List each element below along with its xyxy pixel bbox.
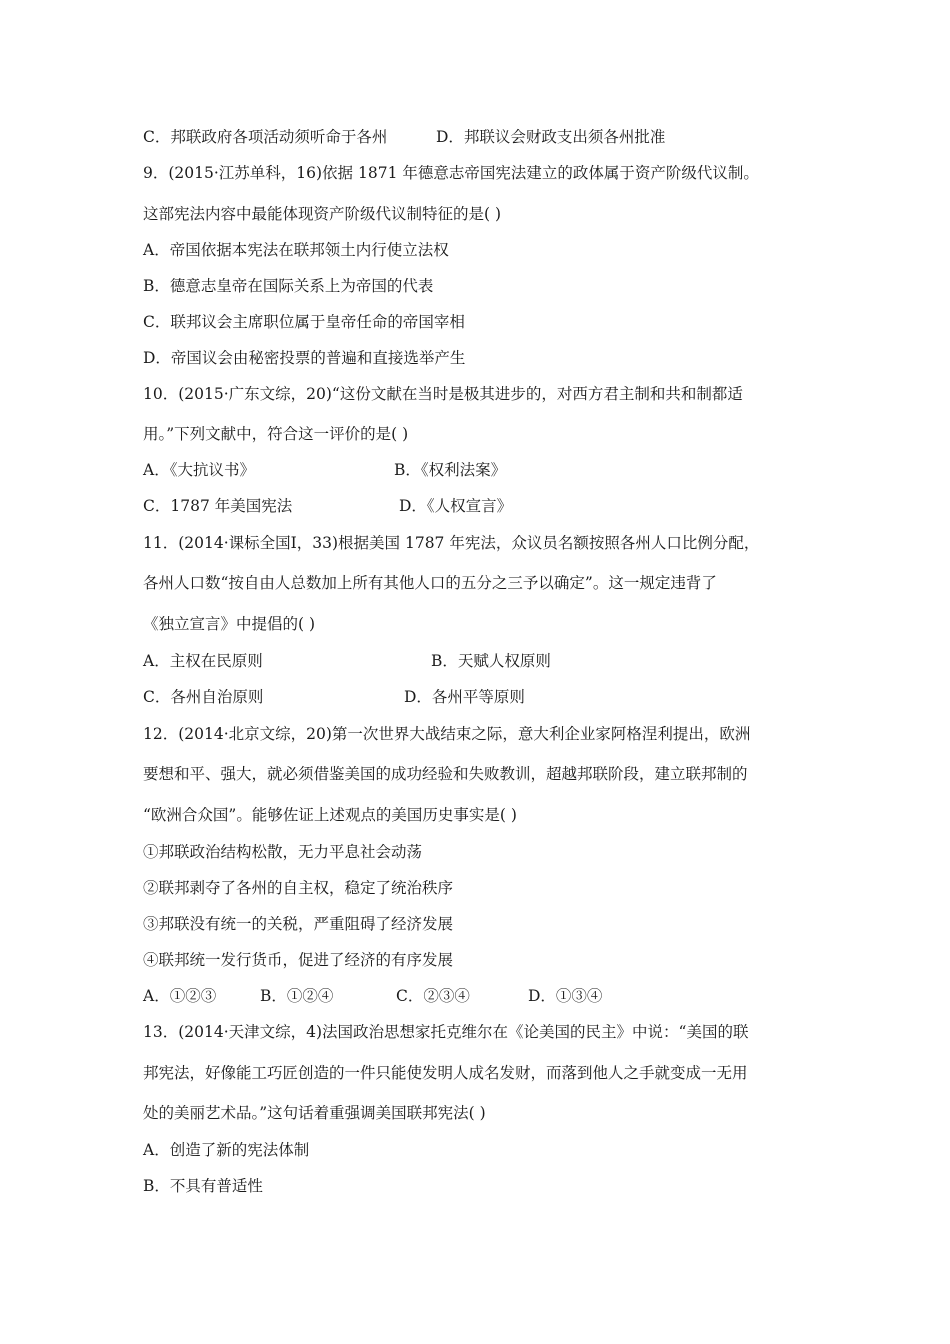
q8-option-d: D．邦联议会财政支出须各州批准 xyxy=(436,128,666,146)
q11-stem-line2: 各州人口数“按自由人总数加上所有其他人口的五分之三予以确定”。这一规定违背了 xyxy=(143,574,717,592)
q9-stem-line2: 这部宪法内容中最能体现资产阶级代议制特征的是( ) xyxy=(143,205,502,223)
q12-stem-line3: “欧洲合众国”。能够佐证上述观点的美国历史事实是( ) xyxy=(143,806,517,824)
q13-option-a: A．创造了新的宪法体制 xyxy=(143,1141,310,1159)
q9-option-a: A．帝国依据本宪法在联邦领土内行使立法权 xyxy=(143,241,449,259)
q12-item-4: ④联邦统一发行货币，促进了经济的有序发展 xyxy=(143,951,454,969)
q12-item-2: ②联邦剥夺了各州的自主权，稳定了统治秩序 xyxy=(143,879,454,897)
q11-option-b: B．天赋人权原则 xyxy=(431,652,551,670)
q13-option-b: B．不具有普适性 xyxy=(143,1177,263,1195)
q12-option-d: D．①③④ xyxy=(528,987,603,1005)
q12-stem-line1: 12．(2014·北京文综，20)第一次世界大战结束之际，意大利企业家阿格涅利提出，欧洲 xyxy=(143,725,751,743)
q10-option-d: D．《人权宣言》 xyxy=(399,497,513,515)
q12-option-b: B．①②④ xyxy=(260,987,334,1005)
q9-stem-line1: 9．(2015·江苏单科，16)依据 1871 年德意志帝国宪法建立的政体属于资产阶级代议制。 xyxy=(143,164,759,182)
q10-option-a: A．《大抗议书》 xyxy=(143,461,255,479)
q11-stem-line3: 《独立宣言》中提倡的( ) xyxy=(143,615,316,633)
q10-stem-line2: 用。”下列文献中，符合这一评价的是( ) xyxy=(143,425,409,443)
q9-option-b: B．德意志皇帝在国际关系上为帝国的代表 xyxy=(143,277,434,295)
q12-option-c: C．②③④ xyxy=(396,987,470,1005)
q8-option-c: C．邦联政府各项活动须听命于各州 xyxy=(143,128,388,146)
q13-stem-line2: 邦宪法，好像能工巧匠创造的一件只能使发明人成名发财，而落到他人之手就变成一无用 xyxy=(143,1064,748,1082)
q12-stem-line2: 要想和平、强大，就必须借鉴美国的成功经验和失败教训，超越邦联阶段，建立联邦制的 xyxy=(143,765,748,783)
q11-option-d: D．各州平等原则 xyxy=(404,688,525,706)
q9-option-c: C．联邦议会主席职位属于皇帝任命的帝国宰相 xyxy=(143,313,465,331)
q11-stem-line1: 11．(2014·课标全国Ⅰ，33)根据美国 1787 年宪法，众议员名额按照各州人口比例分配， xyxy=(143,534,760,552)
q11-option-c: C．各州自治原则 xyxy=(143,688,264,706)
q13-stem-line1: 13．(2014·天津文综，4)法国政治思想家托克维尔在《论美国的民主》中说：“美国的联 xyxy=(143,1023,749,1041)
q12-item-1: ①邦联政治结构松散，无力平息社会动荡 xyxy=(143,843,423,861)
q9-option-d: D．帝国议会由秘密投票的普遍和直接选举产生 xyxy=(143,349,466,367)
q13-stem-line3: 处的美丽艺术品。”这句话着重强调美国联邦宪法( ) xyxy=(143,1104,486,1122)
q10-stem-line1: 10．(2015·广东文综，20)“这份文献在当时是极其进步的，对西方君主制和共和制都适 xyxy=(143,385,743,403)
q11-option-a: A．主权在民原则 xyxy=(143,652,263,670)
q10-option-c: C．1787 年美国宪法 xyxy=(143,497,293,515)
q12-item-3: ③邦联没有统一的关税，严重阻碍了经济发展 xyxy=(143,915,454,933)
q12-option-a: A．①②③ xyxy=(143,987,217,1005)
q10-option-b: B．《权利法案》 xyxy=(394,461,507,479)
